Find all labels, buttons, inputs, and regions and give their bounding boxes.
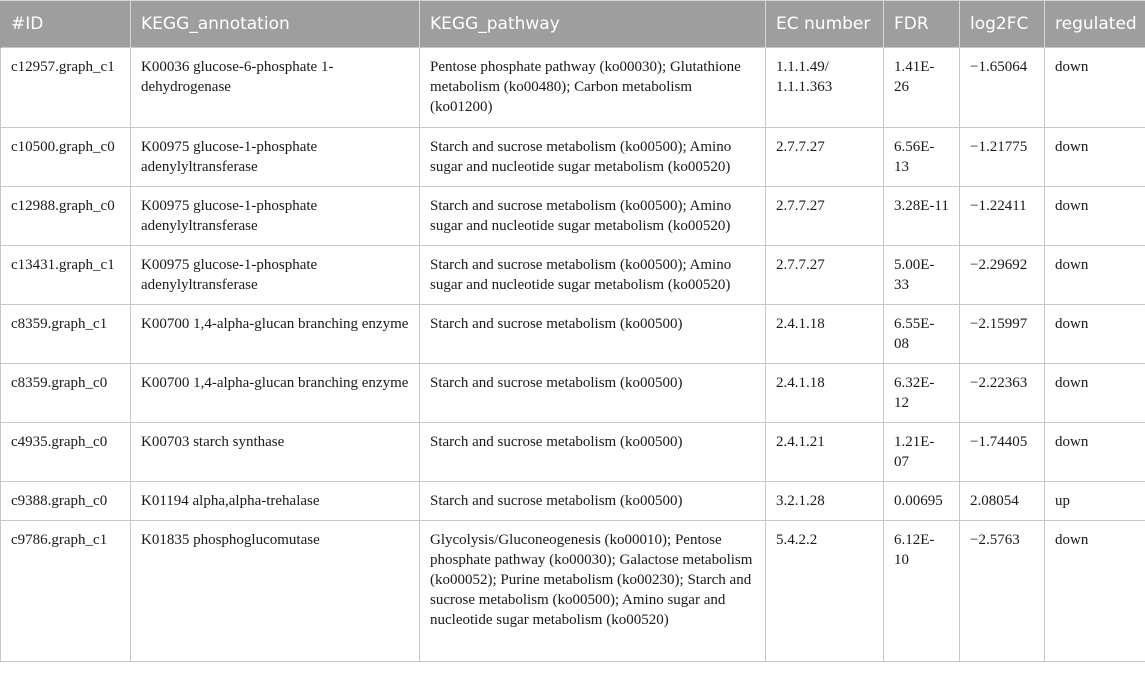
table-row [1, 48, 1145, 128]
cell-pathway: Starch and sucrose metabolism (ko00500) [420, 423, 766, 482]
cell-log2fc: −2.5763 [960, 521, 1045, 662]
cell-regulated: up [1045, 482, 1145, 521]
cell-id: c4935.graph_c0 [1, 423, 131, 482]
cell-id: c8359.graph_c1 [1, 305, 131, 364]
cell-log2fc: −2.22363 [960, 364, 1045, 423]
cell-id: c8359.graph_c0 [1, 364, 131, 423]
cell-ec-number: 1.1.1.49/ 1.1.1.363 [766, 48, 884, 128]
header-kegg-annotation: KEGG_annotation [131, 1, 420, 48]
cell-pathway: Glycolysis/Gluconeogenesis (ko00010); Pentose phosphate pathway (ko00030); Galactose metabolism (ko00052); Purine metabolism (ko00230); Starch and sucrose metabolism (ko00500); Amino sugar and nucleotide sugar metabolism (ko00520) [420, 521, 766, 662]
cell-pathway: Pentose phosphate pathway (ko00030); Glutathione metabolism (ko00480); Carbon metabolism (ko01200) [420, 48, 766, 128]
cell-ec-number: 5.4.2.2 [766, 521, 884, 662]
table-row [1, 423, 1145, 482]
cell-annotation: K00036 glucose-6-phosphate 1-dehydrogenase [131, 48, 420, 128]
cell-log2fc: −1.74405 [960, 423, 1045, 482]
cell-annotation: K00975 glucose-1-phosphate adenylyltransferase [131, 246, 420, 305]
cell-fdr: 1.41E-26 [884, 48, 960, 128]
cell-regulated: down [1045, 128, 1145, 187]
cell-pathway: Starch and sucrose metabolism (ko00500); Amino sugar and nucleotide sugar metabolism (ko00520) [420, 246, 766, 305]
cell-fdr: 1.21E-07 [884, 423, 960, 482]
cell-id: c13431.graph_c1 [1, 246, 131, 305]
cell-annotation: K01194 alpha,alpha-trehalase [131, 482, 420, 521]
cell-log2fc: −2.15997 [960, 305, 1045, 364]
cell-regulated: down [1045, 48, 1145, 128]
cell-regulated: down [1045, 187, 1145, 246]
cell-ec-number: 2.4.1.21 [766, 423, 884, 482]
cell-pathway: Starch and sucrose metabolism (ko00500); Amino sugar and nucleotide sugar metabolism (ko00520) [420, 187, 766, 246]
cell-fdr: 3.28E-11 [884, 187, 960, 246]
cell-log2fc: 2.08054 [960, 482, 1045, 521]
cell-log2fc: −1.22411 [960, 187, 1045, 246]
cell-pathway: Starch and sucrose metabolism (ko00500) [420, 482, 766, 521]
table-row [1, 305, 1145, 364]
table-row [1, 482, 1145, 521]
cell-pathway: Starch and sucrose metabolism (ko00500); Amino sugar and nucleotide sugar metabolism (ko00520) [420, 128, 766, 187]
cell-ec-number: 2.7.7.27 [766, 246, 884, 305]
cell-ec-number: 2.4.1.18 [766, 305, 884, 364]
header-row [1, 1, 1145, 48]
cell-annotation: K00975 glucose-1-phosphate adenylyltransferase [131, 128, 420, 187]
cell-fdr: 6.56E-13 [884, 128, 960, 187]
cell-id: c12957.graph_c1 [1, 48, 131, 128]
cell-log2fc: −2.29692 [960, 246, 1045, 305]
table-row [1, 246, 1145, 305]
cell-id: c12988.graph_c0 [1, 187, 131, 246]
cell-ec-number: 2.7.7.27 [766, 187, 884, 246]
cell-fdr: 0.00695 [884, 482, 960, 521]
cell-annotation: K00703 starch synthase [131, 423, 420, 482]
header-id: #ID [1, 1, 131, 48]
cell-annotation: K00975 glucose-1-phosphate adenylyltransferase [131, 187, 420, 246]
cell-log2fc: −1.65064 [960, 48, 1045, 128]
header-kegg-pathway: KEGG_pathway [420, 1, 766, 48]
cell-regulated: down [1045, 305, 1145, 364]
cell-annotation: K00700 1,4-alpha-glucan branching enzyme [131, 305, 420, 364]
cell-id: c9786.graph_c1 [1, 521, 131, 662]
cell-regulated: down [1045, 364, 1145, 423]
cell-id: c10500.graph_c0 [1, 128, 131, 187]
cell-fdr: 6.12E-10 [884, 521, 960, 662]
cell-id: c9388.graph_c0 [1, 482, 131, 521]
cell-pathway: Starch and sucrose metabolism (ko00500) [420, 305, 766, 364]
cell-pathway: Starch and sucrose metabolism (ko00500) [420, 364, 766, 423]
cell-fdr: 6.32E-12 [884, 364, 960, 423]
cell-regulated: down [1045, 246, 1145, 305]
table-row [1, 521, 1145, 662]
header-regulated: regulated [1045, 1, 1145, 48]
cell-ec-number: 2.4.1.18 [766, 364, 884, 423]
cell-regulated: down [1045, 521, 1145, 662]
table-row [1, 128, 1145, 187]
table-row [1, 187, 1145, 246]
cell-log2fc: −1.21775 [960, 128, 1045, 187]
table-row [1, 364, 1145, 423]
cell-ec-number: 3.2.1.28 [766, 482, 884, 521]
cell-annotation: K00700 1,4-alpha-glucan branching enzyme [131, 364, 420, 423]
header-fdr: FDR [884, 1, 960, 48]
cell-regulated: down [1045, 423, 1145, 482]
cell-fdr: 5.00E-33 [884, 246, 960, 305]
header-ec-number: EC number [766, 1, 884, 48]
cell-fdr: 6.55E-08 [884, 305, 960, 364]
header-log2fc: log2FC [960, 1, 1045, 48]
cell-annotation: K01835 phosphoglucomutase [131, 521, 420, 662]
cell-ec-number: 2.7.7.27 [766, 128, 884, 187]
